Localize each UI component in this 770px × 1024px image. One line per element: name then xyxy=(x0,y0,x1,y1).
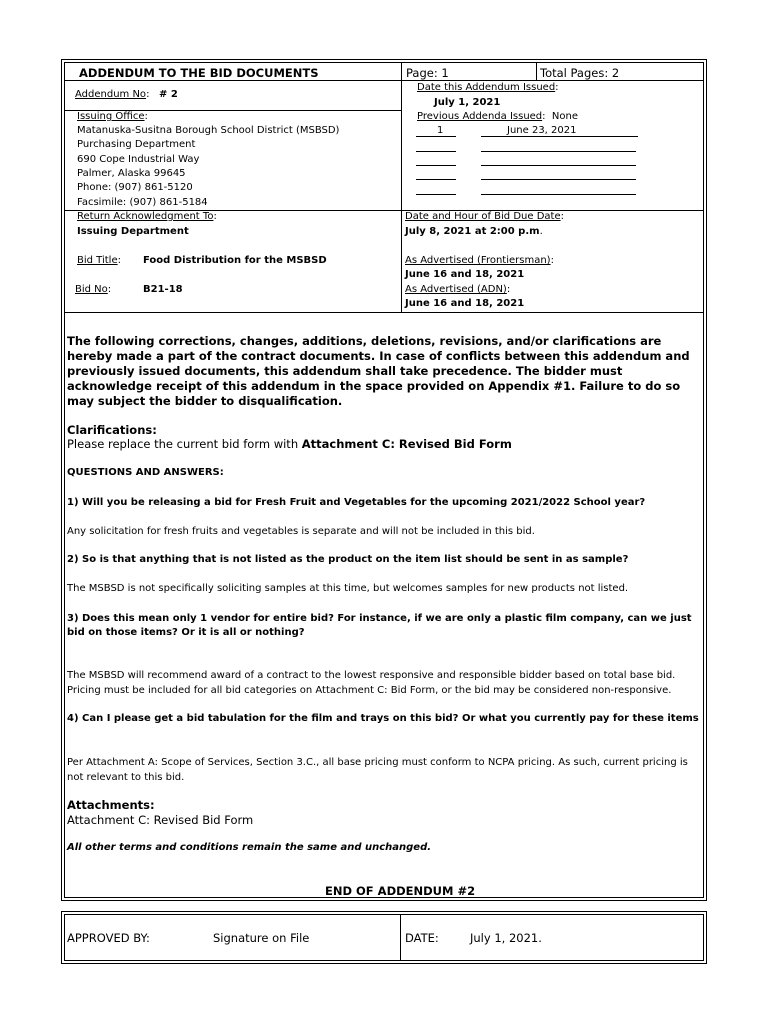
bid-number-value: B21-18 xyxy=(143,284,183,295)
approved-by-label: APPROVED BY: xyxy=(67,931,150,945)
advertised-adn-label: As Advertised (ADN): xyxy=(405,284,511,295)
previous-addendum-date: June 23, 2021 xyxy=(507,125,577,136)
page-number: Page: 1 xyxy=(406,66,449,80)
bid-title-label: Bid Title: xyxy=(77,255,121,266)
advertised-adn-value: June 16 and 18, 2021 xyxy=(405,298,525,309)
issuing-office-line: Palmer, Alaska 99645 xyxy=(77,168,186,179)
document-title: ADDENDUM TO THE BID DOCUMENTS xyxy=(79,66,319,80)
advertised-frontiersman-label: As Advertised (Frontiersman): xyxy=(405,255,554,266)
answer: Any solicitation for fresh fruits and vegetables is separate and will not be included in this bid. xyxy=(67,526,535,537)
advertised-frontiersman-value: June 16 and 18, 2021 xyxy=(405,269,525,280)
return-ack-label: Return Acknowledgment To: xyxy=(77,211,217,222)
date-label: DATE: xyxy=(405,931,439,945)
previous-addendum-number: 1 xyxy=(437,125,444,136)
date-issued-label: Date this Addendum Issued: xyxy=(417,82,559,93)
closing-statement: All other terms and conditions remain the same and unchanged. xyxy=(67,842,432,853)
total-pages: Total Pages: 2 xyxy=(540,66,620,80)
question: 3) Does this mean only 1 vendor for entire bid? For instance, if we are only a plastic film company, can we just bid on those items? Or it is all or nothing? xyxy=(67,613,692,638)
approved-by-value: Signature on File xyxy=(213,931,310,945)
intro-paragraph: The following corrections, changes, additions, deletions, revisions, and/or clarifications are hereby made a part of the contract documents. In case of conflicts between this addendum and previously issued documents, this addendum shall take precedence. The bidder must acknowledge receipt of this addendum in the space provided on Appendix #1. Failure to do so may subject the bidder to disqualification. xyxy=(67,334,690,408)
addendum-number: Addendum No: # 2 xyxy=(75,89,178,100)
bid-due-label: Date and Hour of Bid Due Date: xyxy=(405,211,564,222)
qa-heading: QUESTIONS AND ANSWERS: xyxy=(67,467,224,478)
answer: The MSBSD will recommend award of a contract to the lowest responsive and responsible bidder based on total base bid. Pricing must be included for all bid categories on Attachment C: Bid Form, or the bid may be considered non-responsive. xyxy=(67,670,676,696)
answer: The MSBSD is not specifically soliciting samples at this time, but welcomes samples for new products not listed. xyxy=(67,583,629,594)
bid-title-value: Food Distribution for the MSBSD xyxy=(143,255,327,266)
bid-number-label: Bid No: xyxy=(75,284,112,295)
issuing-office-line: Phone: (907) 861-5120 xyxy=(77,182,193,193)
clarifications-heading: Clarifications: xyxy=(67,423,157,437)
attachment-item: Attachment C: Revised Bid Form xyxy=(67,813,254,827)
attachments-heading: Attachments: xyxy=(67,798,155,812)
issuing-office-line: Purchasing Department xyxy=(77,139,196,150)
clarifications-text: Please replace the current bid form with Attachment C: Revised Bid Form xyxy=(67,437,512,451)
question: 4) Can I please get a bid tabulation for the film and trays on this bid? Or what you currently pay for these items xyxy=(67,713,699,724)
issuing-office-line: Facsimile: (907) 861-5184 xyxy=(77,197,208,208)
return-ack-value: Issuing Department xyxy=(77,226,189,237)
question: 1) Will you be releasing a bid for Fresh Fruit and Vegetables for the upcoming 2021/2022 School year? xyxy=(67,497,646,508)
bid-due-value: July 8, 2021 at 2:00 p.m. xyxy=(405,226,543,237)
issuing-office-line: Matanuska-Susitna Borough School District (MSBSD) xyxy=(77,125,340,136)
answer: Per Attachment A: Scope of Services, Section 3.C., all base pricing must conform to NCPA pricing. As such, current pricing is not relevant to this bid. xyxy=(67,757,688,783)
question: 2) So is that anything that is not listed as the product on the item list should be sent in as sample? xyxy=(67,554,629,565)
end-of-addendum: END OF ADDENDUM #2 xyxy=(325,884,476,898)
previous-addenda: Previous Addenda Issued: None xyxy=(417,111,578,122)
issuing-office-line: 690 Cope Industrial Way xyxy=(77,154,200,165)
date-value: July 1, 2021. xyxy=(470,931,542,945)
date-issued-value: July 1, 2021 xyxy=(434,97,501,108)
issuing-office-label: Issuing Office: xyxy=(77,111,148,122)
